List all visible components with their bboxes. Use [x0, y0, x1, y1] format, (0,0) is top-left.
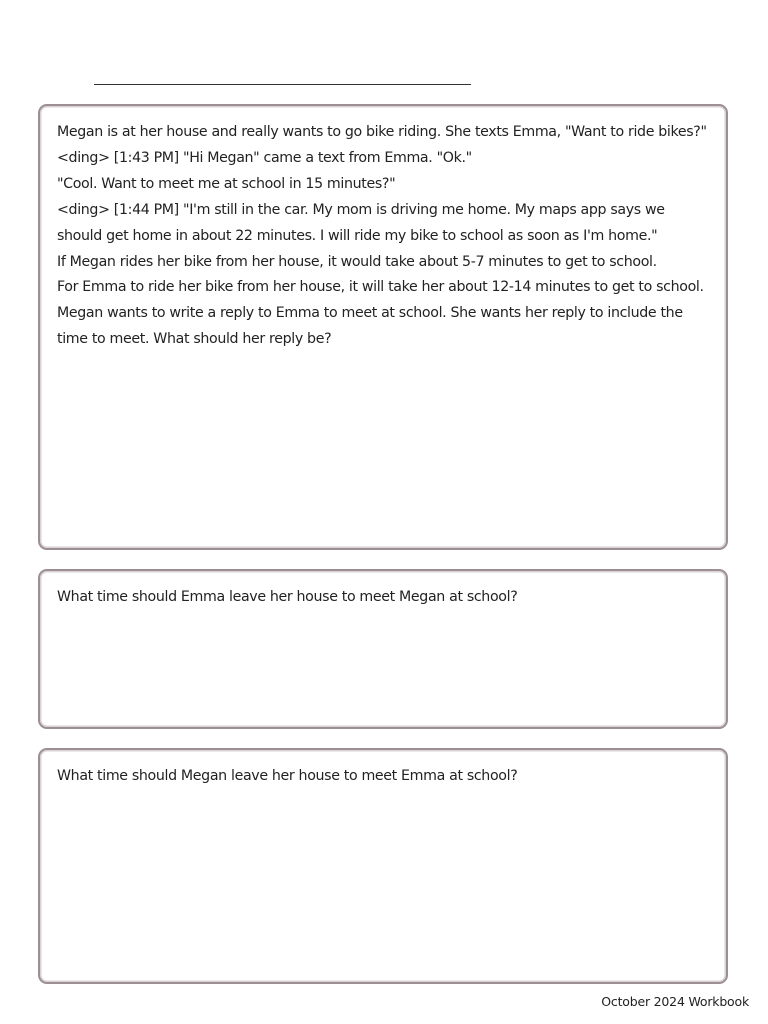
- question-emma: What time should Emma leave her house to meet Megan at school?: [57, 589, 518, 605]
- story-line: Megan is at her house and really wants to go bike riding. She texts Emma, "Want to ride bikes?": [57, 124, 707, 140]
- emma-answer-box[interactable]: [38, 569, 728, 729]
- question-megan: What time should Megan leave her house to meet Emma at school?: [57, 768, 518, 784]
- story-text: [57, 120, 707, 353]
- story-line: "Cool. Want to meet me at school in 15 minutes?": [57, 175, 396, 192]
- story-line: <ding> [1:44 PM] "I'm still in the car. My mom is driving me home. My maps app says we should get home in about 22 minutes. I will ride my bike to school as soon as I'm home.": [57, 201, 665, 244]
- story-line: For Emma to ride her bike from her house, it will take her about 12-14 minutes to get to school.: [57, 279, 704, 296]
- name-line: [94, 84, 471, 85]
- story-line: Megan wants to write a reply to Emma to meet at school. She wants her reply to include the time to meet. What should her reply be?: [57, 305, 683, 348]
- story-line: <ding> [1:43 PM] "Hi Megan" came a text from Emma. "Ok.": [57, 149, 472, 166]
- story-line: If Megan rides her bike from her house, it would take about 5-7 minutes to get to school.: [57, 253, 657, 270]
- story-answer-box[interactable]: [38, 104, 728, 550]
- megan-answer-box[interactable]: [38, 748, 728, 984]
- footer-label: October 2024 Workbook: [601, 994, 749, 1009]
